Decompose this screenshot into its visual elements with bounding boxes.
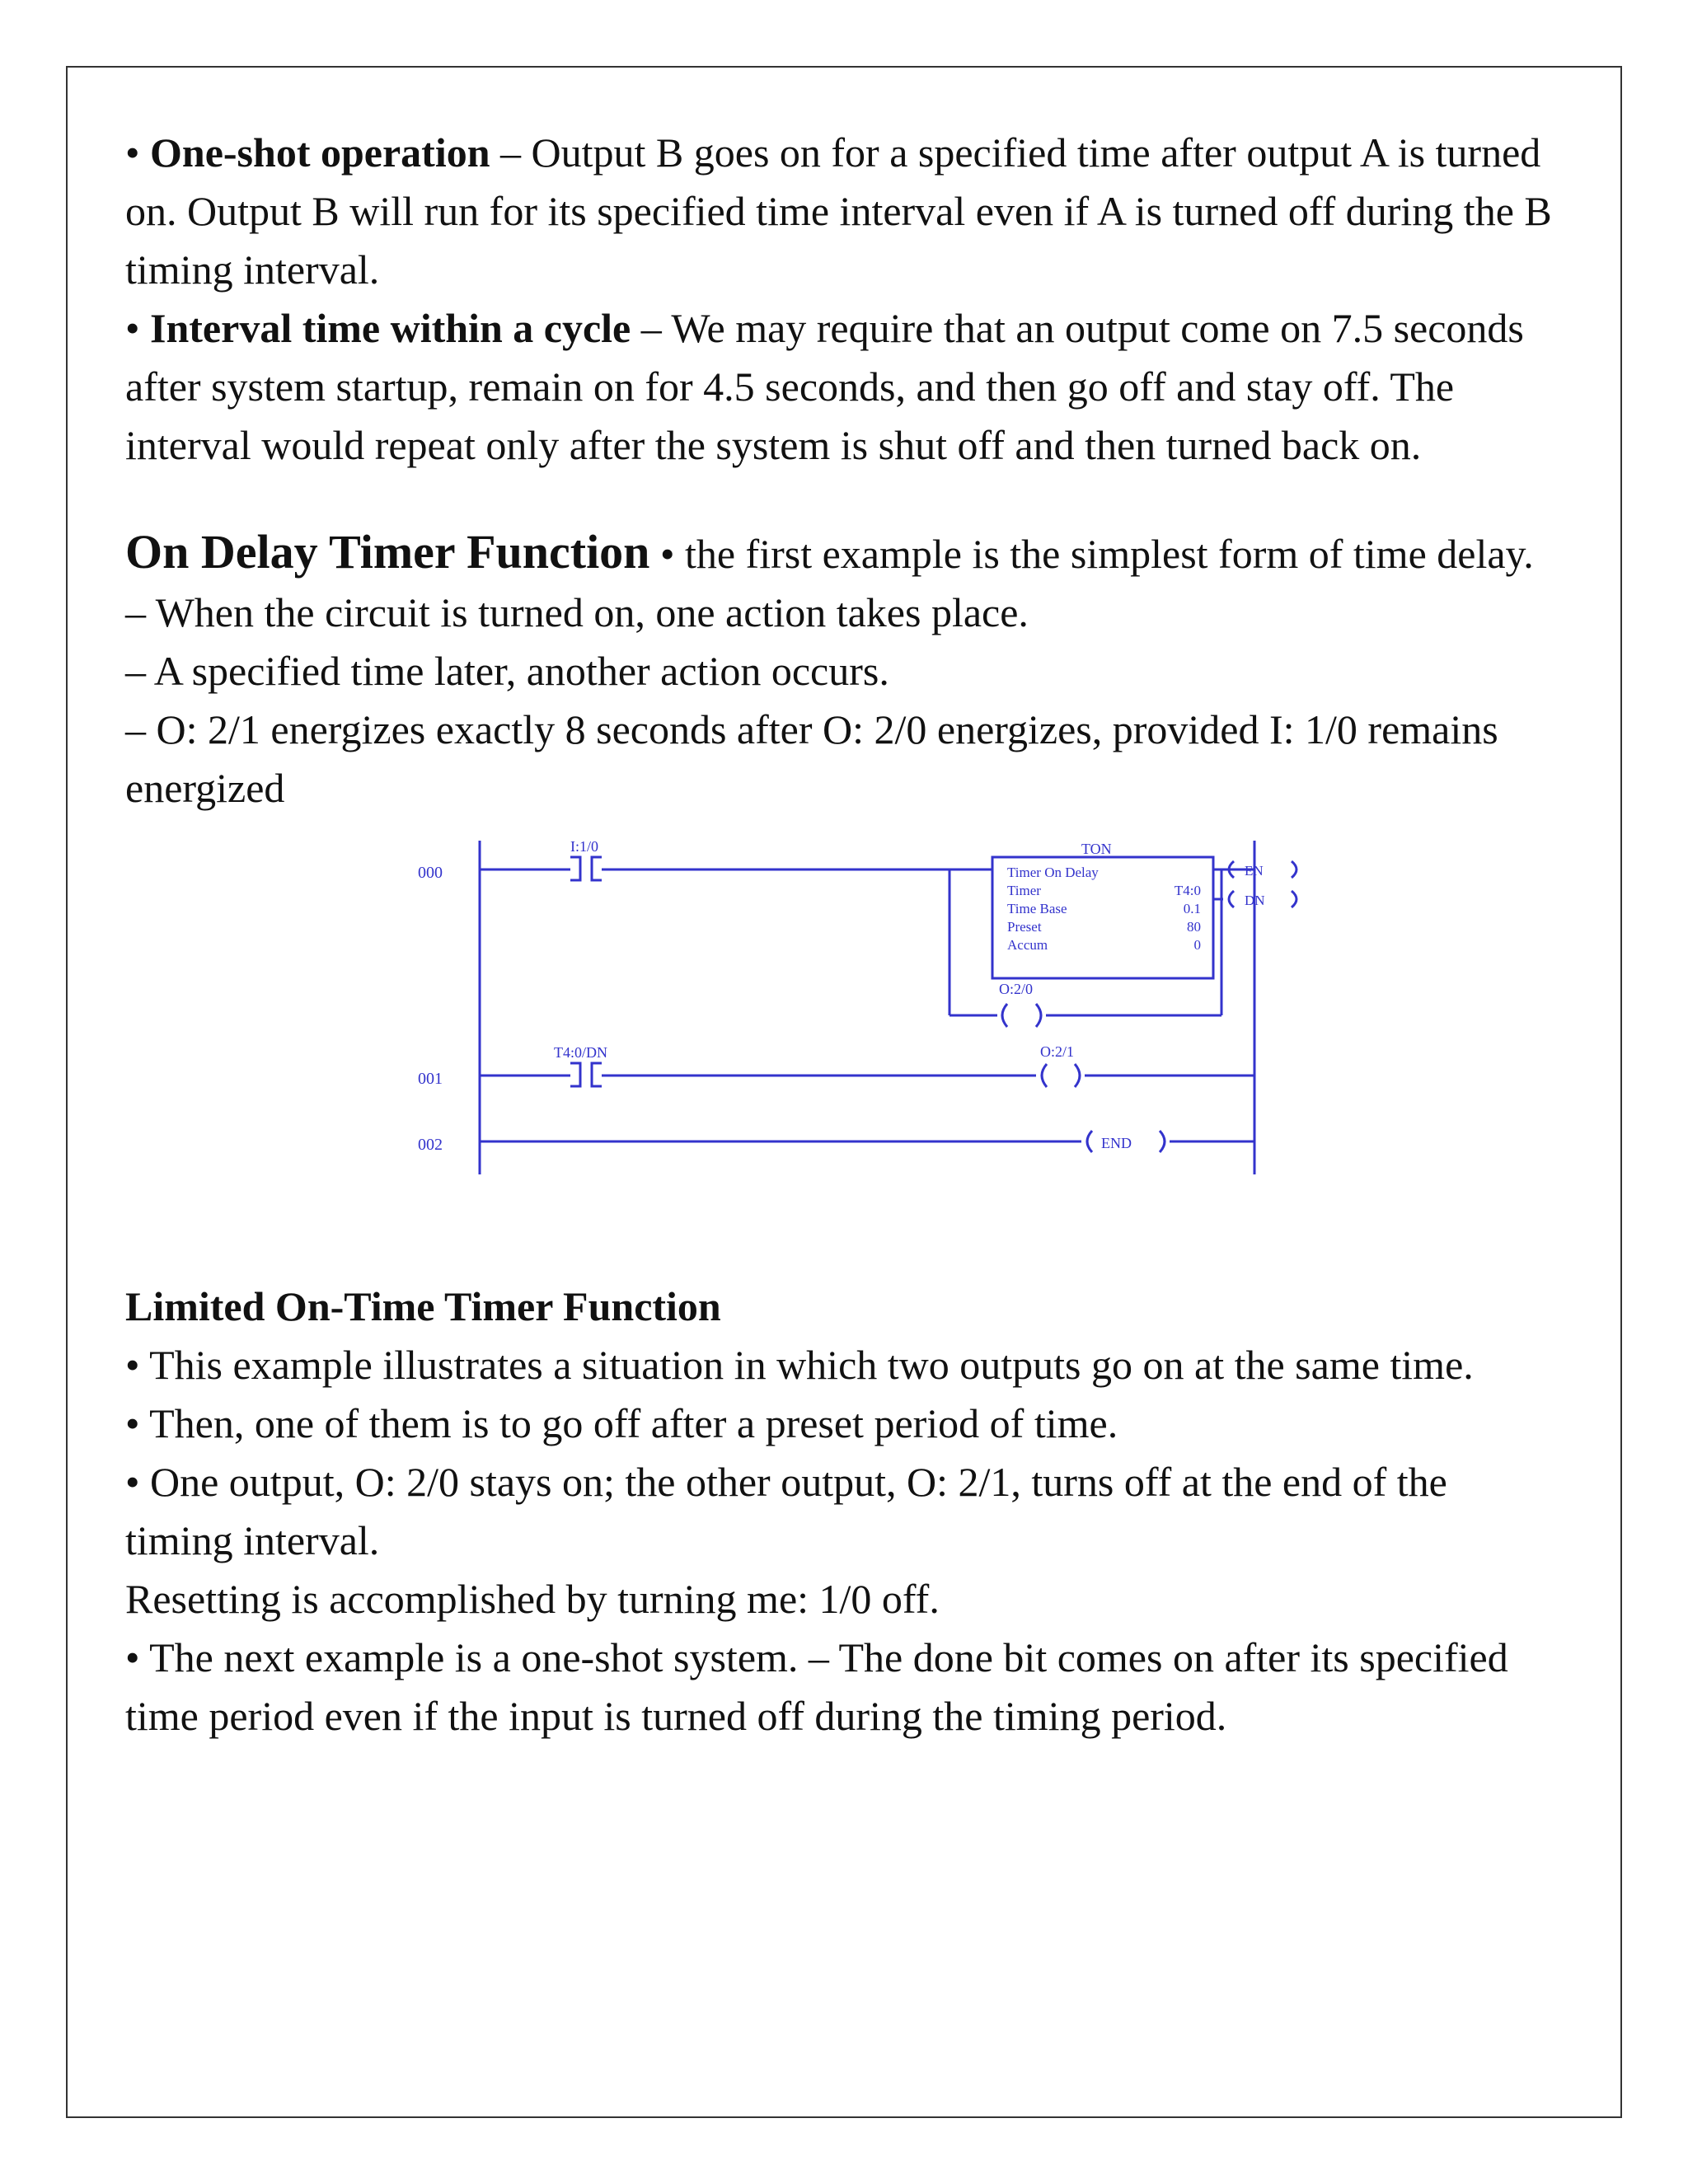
- on-delay-line-2: – A specified time later, another action occurs.: [125, 648, 889, 694]
- coil-o20-label: O:2/0: [999, 981, 1034, 997]
- document-body: [125, 124, 1559, 1746]
- on-delay-line-1: – When the circuit is turned on, one action takes place.: [125, 589, 1029, 635]
- limited-line-1: • This example illustrates a situation in which two outputs go on at the same time.: [125, 1342, 1474, 1388]
- ton-row-label-4: Accum: [1007, 937, 1048, 953]
- coil-o20-left: [1002, 1004, 1007, 1027]
- rung-number-002: 002: [418, 1136, 443, 1154]
- ladder-diagram-container: [125, 838, 1559, 1268]
- ton-row-value-1: T4:0: [1174, 883, 1201, 898]
- term-one-shot: One-shot operation: [150, 129, 490, 176]
- coil-o21-left: [1042, 1064, 1047, 1087]
- contact-i10-left: [570, 857, 580, 880]
- ladder-diagram: [418, 838, 1265, 1261]
- contact-i10-right: [592, 857, 602, 880]
- text-one-shot: – Output B goes on for a specified time after output A is turned on. Output B will run for its specified time interval even if A is turned off during the B timing interval.: [125, 129, 1552, 293]
- limited-line-3: • One output, O: 2/0 stays on; the other output, O: 2/1, turns off at the end of the timing interval.: [125, 1459, 1447, 1563]
- on-delay-intro-text: • the first example is the simplest form of time delay.: [649, 531, 1534, 577]
- ton-row-label-2: Time Base: [1007, 901, 1067, 916]
- rung-number-001: 001: [418, 1070, 443, 1088]
- ton-row-label-0: Timer On Delay: [1007, 865, 1099, 880]
- end-left: [1087, 1131, 1092, 1152]
- heading-on-delay-timer: On Delay Timer Function: [125, 525, 650, 579]
- section-on-delay-intro: [125, 523, 1559, 583]
- term-interval-time: Interval time within a cycle: [150, 305, 631, 351]
- end-right: [1160, 1131, 1165, 1152]
- ton-title: TON: [1081, 841, 1112, 857]
- contact-i10-label: I:1/0: [570, 838, 598, 855]
- coil-o20-right: [1036, 1004, 1041, 1027]
- limited-line-4: Resetting is accomplished by turning me: 1/0 off.: [125, 1576, 940, 1622]
- paragraph-one-shot: [125, 124, 1559, 299]
- spacer: [125, 475, 1559, 523]
- limited-line-2: • Then, one of them is to go off after a preset period of time.: [125, 1400, 1118, 1446]
- rung-number-000: 000: [418, 864, 443, 882]
- contact-dn-left: [570, 1063, 580, 1086]
- coil-o21-right: [1075, 1064, 1080, 1087]
- dn-bit-label: DN: [1245, 893, 1265, 908]
- limited-line-5: • The next example is a one-shot system. – The done bit comes on after its specified time period even if the input is turned off during the timing period.: [125, 1634, 1508, 1739]
- bullet: •: [125, 305, 151, 351]
- ton-row-value-4: 0: [1193, 937, 1201, 953]
- ton-row-value-3: 80: [1187, 919, 1201, 935]
- bullet: •: [125, 129, 151, 176]
- end-label: END: [1101, 1135, 1132, 1151]
- contact-dn-label: T4:0/DN: [554, 1044, 607, 1061]
- heading-limited-on-time: Limited On-Time Timer Function: [125, 1283, 721, 1329]
- en-bit-label: EN: [1245, 863, 1264, 879]
- ton-row-label-1: Timer: [1007, 883, 1041, 898]
- ton-row-label-3: Preset: [1007, 919, 1042, 935]
- on-delay-line-3: – O: 2/1 energizes exactly 8 seconds after O: 2/0 energizes, provided I: 1/0 remains energized: [125, 706, 1498, 811]
- coil-o21-label: O:2/1: [1040, 1043, 1075, 1060]
- ton-row-value-2: 0.1: [1183, 901, 1201, 916]
- contact-dn-right: [592, 1063, 602, 1086]
- paragraph-interval-time: [125, 299, 1559, 475]
- text-interval-time: – We may require that an output come on 7.5 seconds after system startup, remain on for 4.5 seconds, and then go off and stay off. The interval would repeat only after the system is shut off and then turned back on.: [125, 305, 1524, 468]
